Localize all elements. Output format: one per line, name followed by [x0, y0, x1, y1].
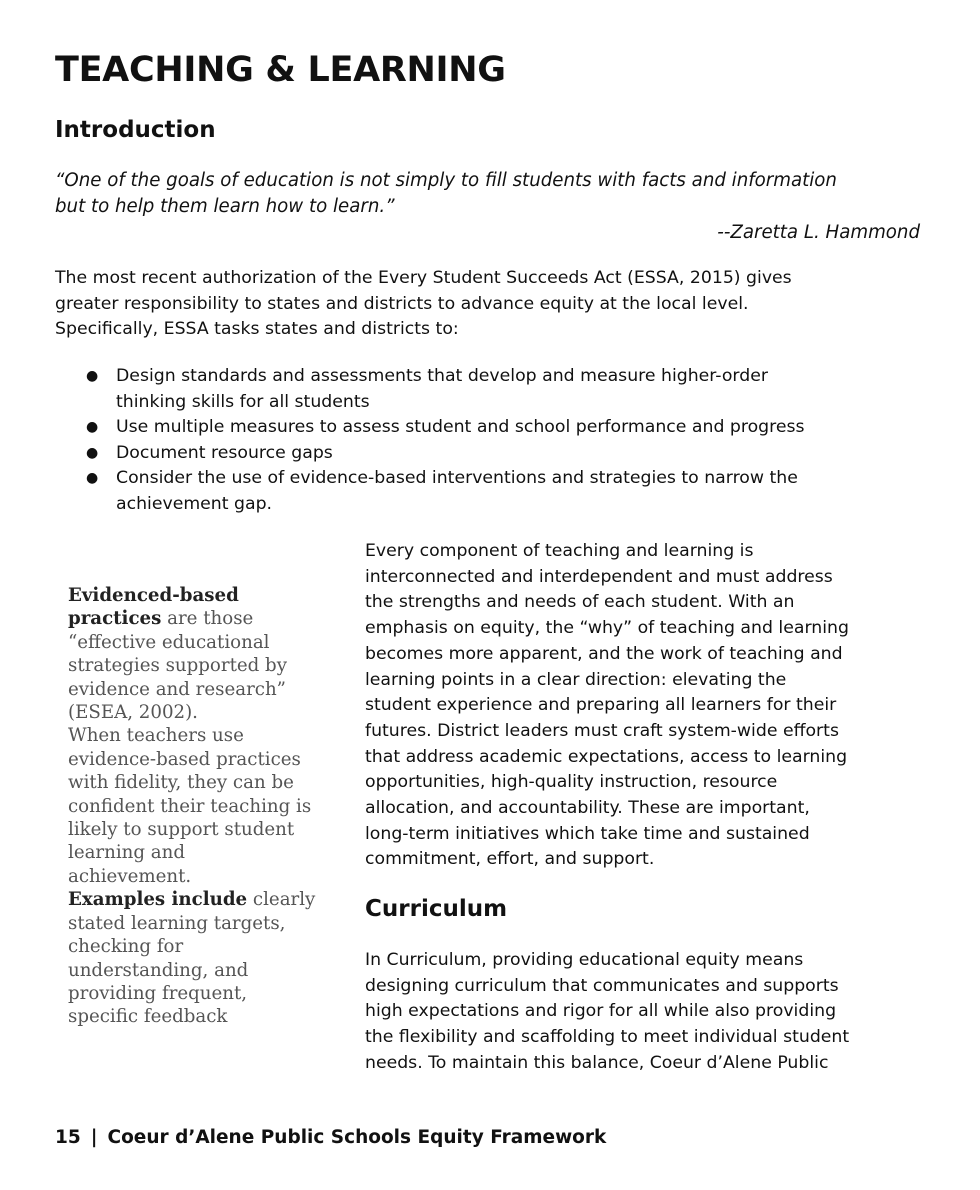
paragraph-line: becomes more apparent, and the work of teaching and [365, 643, 843, 664]
list-item [55, 441, 925, 467]
paragraph-line: commitment, effort, and support. [365, 849, 655, 870]
list-item-line: thinking skills for all students [116, 391, 370, 412]
paragraph-line: Every component of teaching and learning is [365, 541, 754, 561]
paragraph-line: In Curriculum, providing educational equity means [365, 950, 804, 970]
sidebar-text: providing frequent, [68, 982, 248, 1004]
sidebar-text: evidence-based practices [68, 748, 301, 770]
paragraph-line: the flexibility and scaffolding to meet individual student [365, 1027, 850, 1048]
sidebar-text: are those [161, 608, 254, 630]
sidebar-text: with fidelity, they can be [68, 772, 294, 794]
bullet-icon: ● [86, 444, 99, 461]
footer-document-title: Coeur d’Alene Public Schools Equity Framework [107, 1127, 607, 1148]
paragraph-line: emphasis on equity, the “why” of teaching and learning [365, 618, 849, 639]
list-item [55, 364, 925, 415]
sidebar-text: achievement. [68, 865, 192, 887]
curriculum-paragraph [365, 948, 930, 1077]
paragraph-line: opportunities, high-quality instruction, resource [365, 772, 778, 793]
list-item-line: Consider the use of evidence-based interventions and strategies to narrow the [116, 468, 798, 488]
paragraph-line: long-term initiatives which take time and sustained [365, 823, 810, 844]
paragraph-line: greater responsibility to states and districts to advance equity at the local level. [55, 293, 749, 314]
quote-line: but to help them learn how to learn.” [55, 196, 395, 217]
sidebar-term: Evidenced-based [68, 585, 239, 606]
paragraph-line: designing curriculum that communicates and supports [365, 975, 839, 996]
sidebar-text: clearly [247, 889, 316, 911]
paragraph-line: high expectations and rigor for all while also providing [365, 1001, 837, 1022]
sidebar-text: “effective educational [68, 631, 270, 653]
page-footer [55, 1125, 606, 1151]
footer-separator: | [90, 1127, 98, 1148]
paragraph-line: the strengths and needs of each student. With an [365, 592, 795, 613]
paragraph-line: needs. To maintain this balance, Coeur d’Alene Public [365, 1052, 829, 1073]
paragraph-line: learning points in a clear direction: elevating the [365, 669, 787, 690]
document-page [55, 0, 925, 1190]
paragraph-line: futures. District leaders must craft system-wide efforts [365, 720, 839, 741]
page-title: TEACHING & LEARNING [55, 50, 506, 90]
list-item-line: achievement gap. [116, 493, 273, 514]
quote [55, 168, 925, 220]
bullet-icon: ● [86, 419, 99, 435]
sidebar-text: (ESEA, 2002). [68, 702, 198, 724]
bullet-icon: ● [86, 368, 99, 384]
teaching-learning-paragraph [365, 539, 930, 873]
intro-paragraph [55, 266, 925, 343]
sidebar-text: likely to support student [68, 819, 295, 841]
sidebar-text: specific feedback [68, 1006, 228, 1028]
sidebar-text: understanding, and [68, 959, 249, 981]
sidebar-text: evidence and research” [68, 678, 286, 700]
sidebar-text: learning and [68, 842, 185, 864]
sidebar-term: practices [68, 608, 162, 630]
sidebar-text: strategies supported by [68, 655, 287, 677]
paragraph-line: that address academic expectations, access to learning [365, 746, 848, 767]
sidebar-text: When teachers use [68, 725, 244, 747]
sidebar-term: Examples include [68, 889, 248, 911]
evidence-based-practices-sidebar [68, 584, 340, 1029]
paragraph-line: The most recent authorization of the Every Student Succeeds Act (ESSA, 2015) gives [55, 268, 792, 288]
curriculum-heading: Curriculum [365, 896, 508, 922]
list-item-line: Use multiple measures to assess student and school performance and progress [116, 417, 805, 437]
sidebar-text: confident their teaching is [68, 795, 312, 817]
list-item [55, 466, 925, 517]
quote-attribution: --Zaretta L. Hammond [717, 222, 920, 243]
paragraph-line: Specifically, ESSA tasks states and districts to: [55, 319, 459, 339]
sidebar-text: stated learning targets, [68, 912, 286, 934]
paragraph-line: allocation, and accountability. These are important, [365, 798, 810, 819]
introduction-heading: Introduction [55, 117, 216, 143]
list-item-line: Design standards and assessments that develop and measure higher-order [116, 366, 768, 386]
sidebar-text: checking for [68, 936, 184, 958]
page-number: 15 [55, 1127, 81, 1148]
list-item-line: Document resource gaps [116, 442, 333, 463]
paragraph-line: student experience and preparing all learners for their [365, 695, 837, 716]
quote-line: “One of the goals of education is not simply to fill students with facts and information [55, 170, 837, 191]
bullet-icon: ● [86, 470, 99, 486]
list-item [55, 415, 925, 441]
paragraph-line: interconnected and interdependent and must address [365, 566, 833, 587]
essa-task-list [55, 364, 925, 517]
